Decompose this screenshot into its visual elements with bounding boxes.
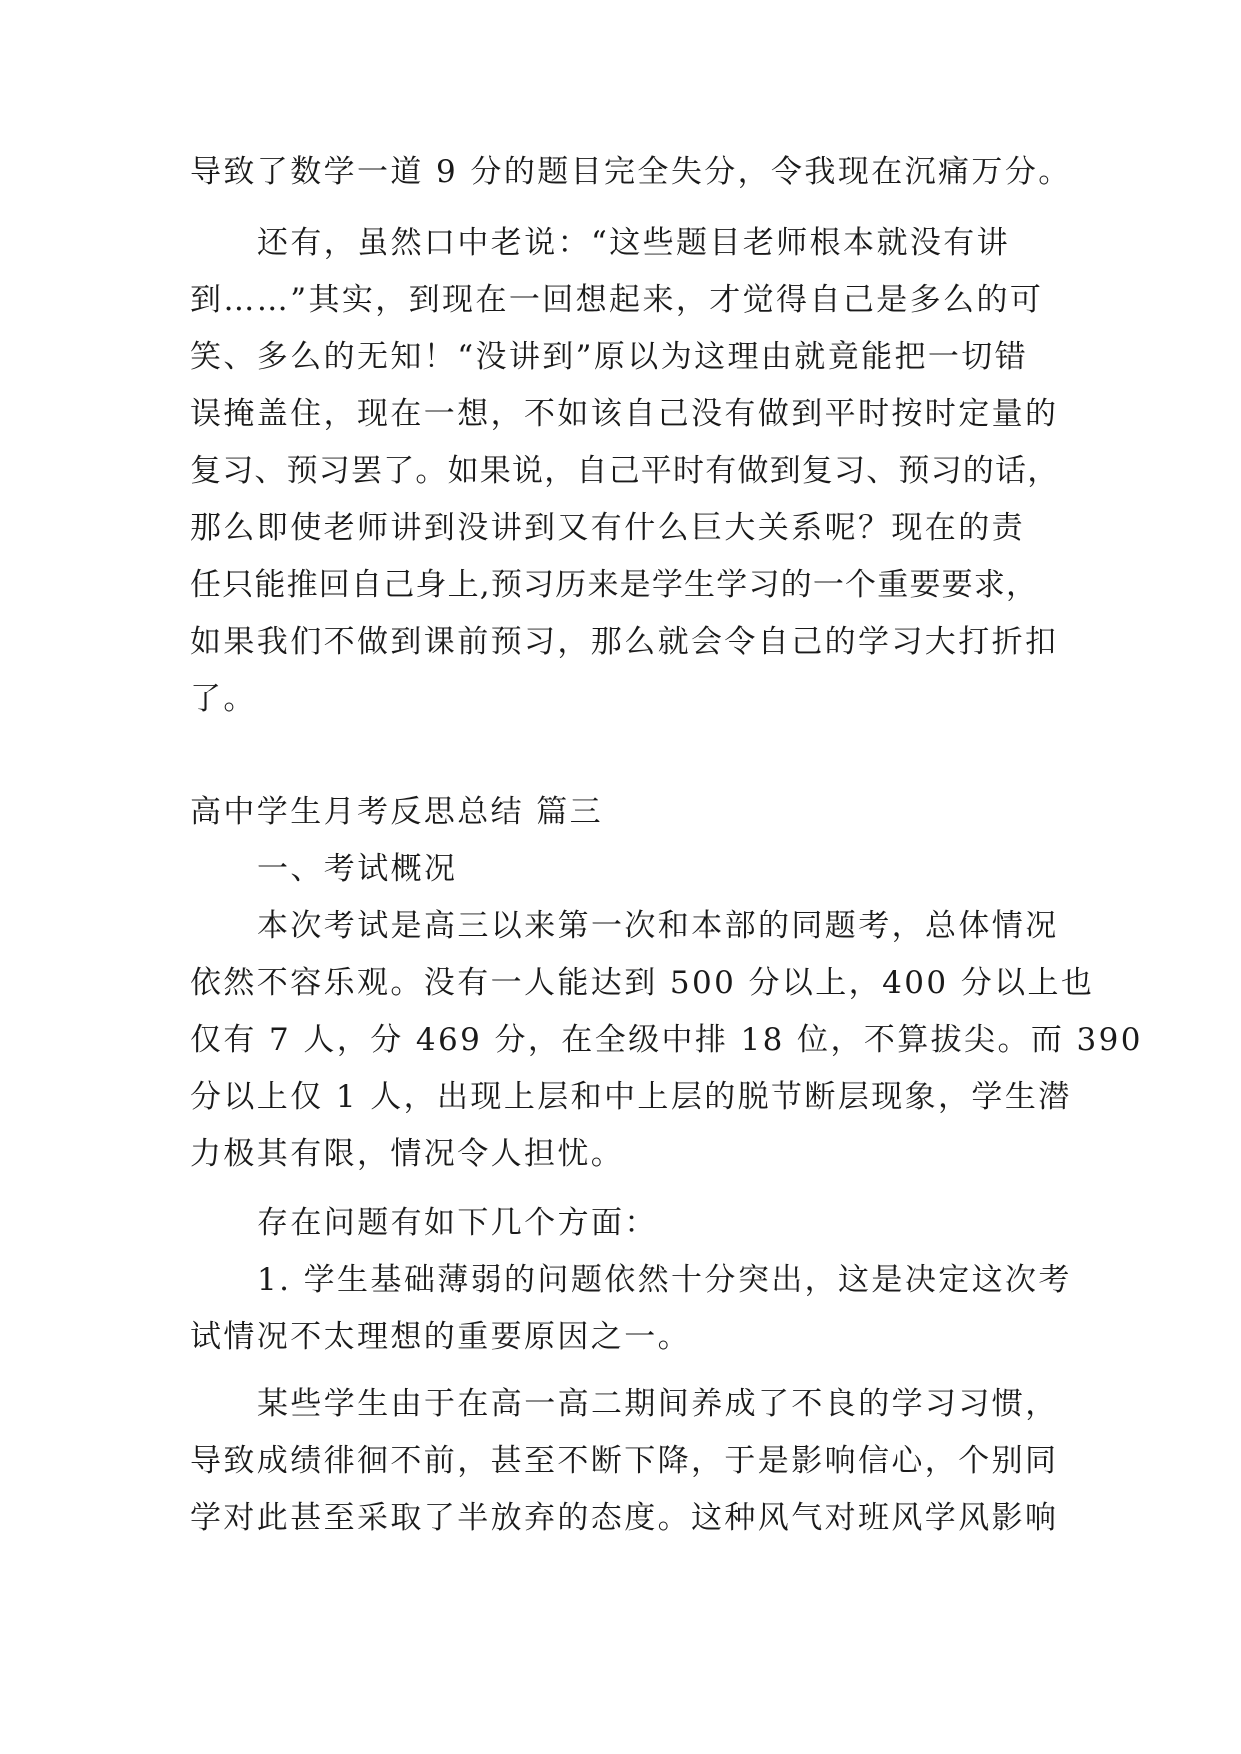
paragraph4-line-1: 存在问题有如下几个方面：: [257, 1205, 658, 1241]
paragraph2-line-4: 误掩盖住，现在一想，不如该自己没有做到平时按时定量的: [190, 396, 1059, 432]
paragraph1-line-1: 导致了数学一道 9 分的题目完全失分，令我现在沉痛万分。: [190, 154, 1072, 190]
paragraph6-line-3: 学对此甚至采取了半放弃的态度。这种风气对班风学风影响: [190, 1500, 1059, 1536]
paragraph5-line-1: 1. 学生基础薄弱的问题依然十分突出，这是决定这次考: [257, 1262, 1072, 1298]
paragraph2-line-2: 到……”其实，到现在一回想起来，才觉得自己是多么的可: [190, 282, 1044, 318]
subheading: 一、考试概况: [257, 851, 458, 887]
paragraph3-line-5: 力极其有限，情况令人担忧。: [190, 1136, 625, 1172]
paragraph2-line-3: 笑、多么的无知！“没讲到”原以为这理由就竟能把一切错: [190, 339, 1029, 375]
paragraph2-line-8: 如果我们不做到课前预习，那么就会令自己的学习大打折扣: [190, 624, 1059, 660]
paragraph2-line-7: 任只能推回自己身上,预习历来是学生学习的一个重要要求，: [190, 567, 1039, 603]
paragraph5-line-2: 试情况不太理想的重要原因之一。: [190, 1319, 691, 1355]
paragraph2-line-1: 还有，虽然口中老说：“这些题目老师根本就没有讲: [257, 225, 1011, 261]
paragraph2-line-6: 那么即使老师讲到没讲到又有什么巨大关系呢？现在的责: [190, 510, 1025, 546]
paragraph2-line-9: 了。: [190, 681, 257, 717]
paragraph3-line-4: 分以上仅 1 人，出现上层和中上层的脱节断层现象，学生潜: [190, 1079, 1072, 1115]
paragraph3-line-1: 本次考试是高三以来第一次和本部的同题考，总体情况: [257, 908, 1059, 944]
paragraph2-line-5: 复习、预习罢了。如果说，自己平时有做到复习、预习的话，: [190, 453, 1060, 489]
paragraph3-line-2: 依然不容乐观。没有一人能达到 500 分以上，400 分以上也: [190, 965, 1095, 1001]
section-title: 高中学生月考反思总结 篇三: [190, 794, 604, 830]
paragraph6-line-1: 某些学生由于在高一高二期间养成了不良的学习习惯，: [257, 1386, 1059, 1422]
paragraph3-line-3: 仅有 7 人，分 469 分，在全级中排 18 位，不算拔尖。而 390: [190, 1022, 1143, 1058]
paragraph6-line-2: 导致成绩徘徊不前，甚至不断下降，于是影响信心，个别同: [190, 1443, 1059, 1479]
